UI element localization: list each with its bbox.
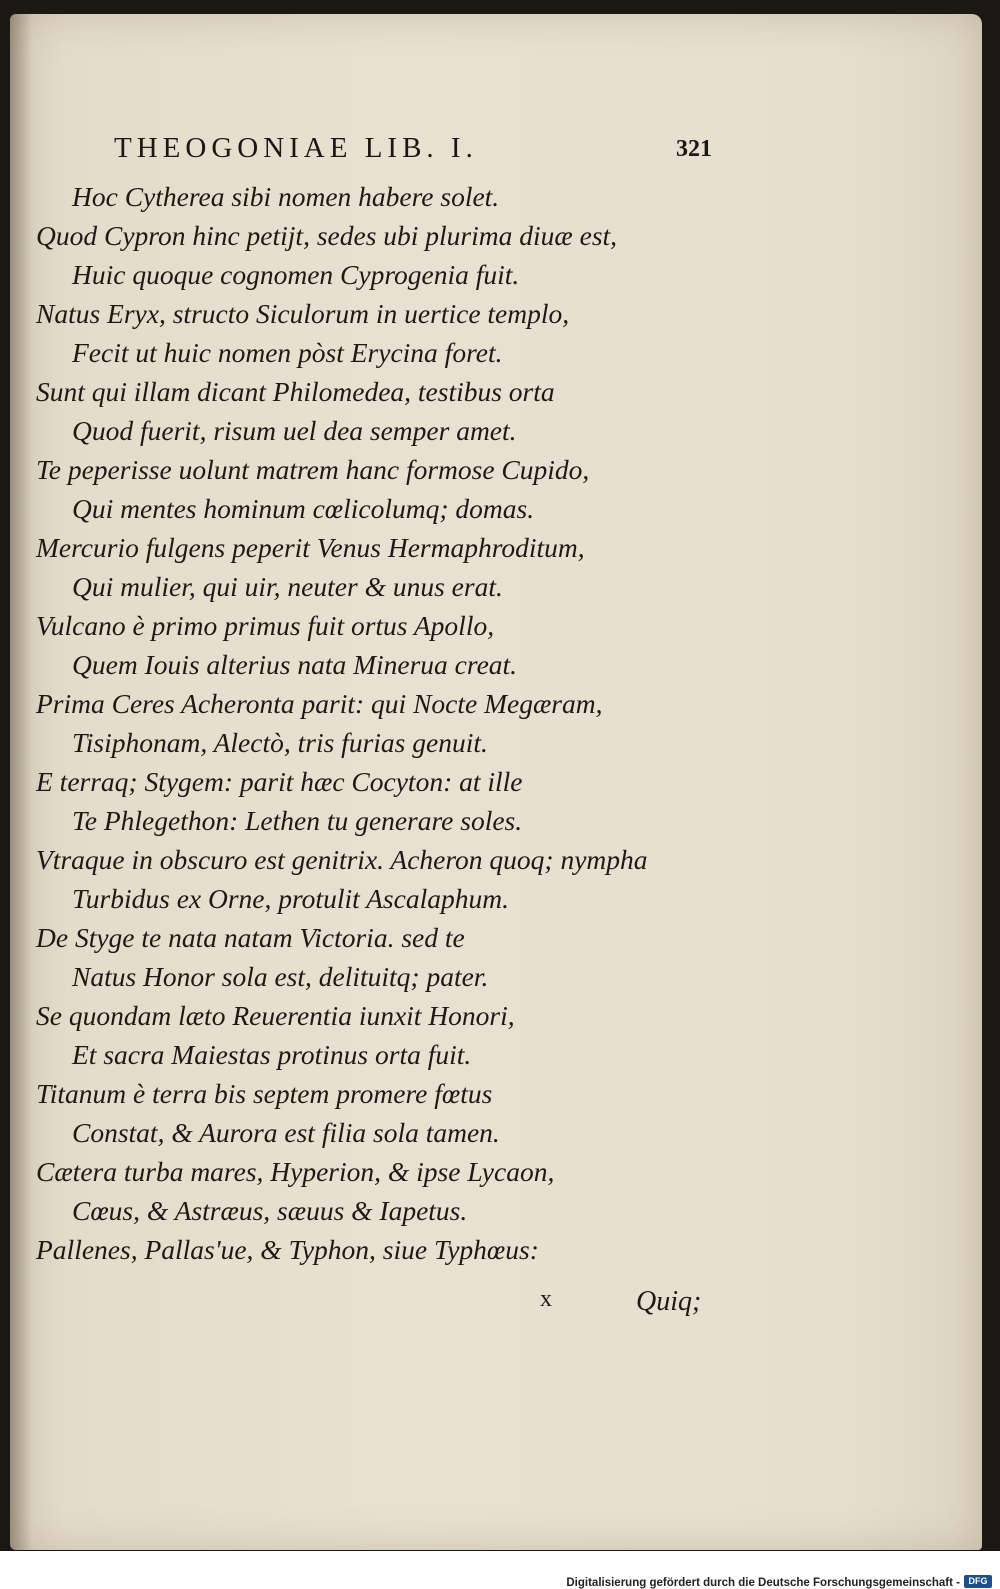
verse-line: De Styge te nata natam Victoria. sed te	[36, 922, 465, 953]
verse-line: Mercurio fulgens peperit Venus Hermaphroditum,	[36, 532, 585, 563]
verse-line: Cætera turba mares, Hyperion, & ipse Lycaon,	[36, 1156, 555, 1187]
digitization-credit: Digitalisierung gefördert durch die Deutsche Forschungsgemeinschaft -	[566, 1577, 960, 1589]
verse-line: Et sacra Maiestas protinus orta fuit.	[72, 1039, 472, 1070]
verse-line: Sunt qui illam dicant Philomedea, testibus orta	[36, 376, 555, 407]
verse-line: Turbidus ex Orne, protulit Ascalaphum.	[72, 883, 509, 914]
verse-line: Qui mulier, qui uir, neuter & unus erat.	[72, 571, 503, 602]
verse-line: Te Phlegethon: Lethen tu generare soles.	[72, 805, 523, 836]
verse-line: Hoc Cytherea sibi nomen habere solet.	[72, 181, 500, 212]
verse-line: Quod Cypron hinc petijt, sedes ubi plurima diuæ est,	[36, 220, 618, 251]
verse-line: Quod fuerit, risum uel dea semper amet.	[72, 415, 517, 446]
running-head: THEOGONIAE LIB. I.	[114, 132, 478, 164]
verse-line: Cœus, & Astræus, sæuus & Iapetus.	[72, 1195, 468, 1226]
page-gutter-shadow	[10, 14, 32, 1550]
verse-line: Te peperisse uolunt matrem hanc formose Cupido,	[36, 454, 590, 485]
verse-line: Qui mentes hominum cœlicolumq; domas.	[72, 493, 535, 524]
verse-line: Se quondam læto Reuerentia iunxit Honori,	[36, 1000, 515, 1031]
verse-line: Constat, & Aurora est filia sola tamen.	[72, 1117, 500, 1148]
verse-line: Pallenes, Pallas'ue, & Typhon, siue Typhœus:	[36, 1234, 539, 1265]
verse-line: Vtraque in obscuro est genitrix. Acheron quoq; nympha	[36, 844, 648, 875]
verse-line: E terraq; Stygem: parit hæc Cocyton: at ille	[36, 766, 523, 797]
page-number: 321	[676, 136, 712, 162]
dfg-logo[interactable]: DFG	[964, 1575, 992, 1588]
verse-line: Vulcano è primo primus fuit ortus Apollo,	[36, 610, 495, 641]
verse-line: Fecit ut huic nomen pòst Erycina foret.	[72, 337, 503, 368]
signature-mark: x	[540, 1286, 552, 1312]
verse-line: Quem Iouis alterius nata Minerua creat.	[72, 649, 518, 680]
verse-line: Prima Ceres Acheronta parit: qui Nocte Megæram,	[36, 688, 603, 719]
catchword: Quiq;	[636, 1286, 702, 1317]
verse-line: Huic quoque cognomen Cyprogenia fuit.	[72, 259, 520, 290]
verse-line: Tisiphonam, Alectò, tris furias genuit.	[72, 727, 488, 758]
verse-line: Titanum è terra bis septem promere fœtus	[36, 1078, 493, 1109]
verse-line: Natus Eryx, structo Siculorum in uertice templo,	[36, 298, 570, 329]
verse-line: Natus Honor sola est, delituitq; pater.	[72, 961, 489, 992]
